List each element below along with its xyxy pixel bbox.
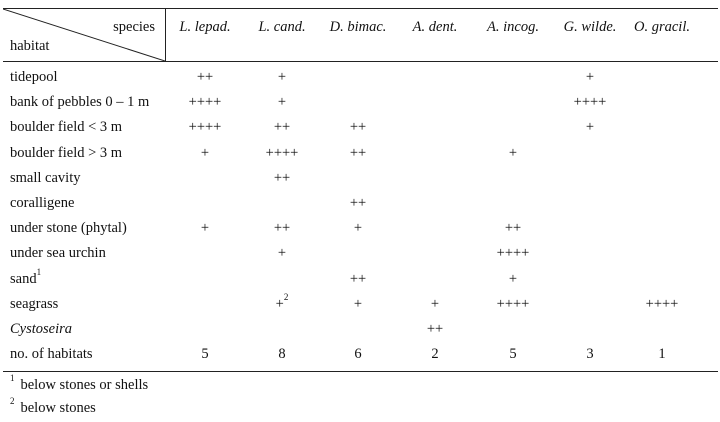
abundance-cell: ++ bbox=[196, 69, 214, 85]
abundance-cell: + bbox=[585, 69, 595, 85]
abundance-cell: + bbox=[353, 295, 363, 312]
abundance-cell: ++++ bbox=[573, 94, 607, 111]
abundance-cell: ++++ bbox=[496, 295, 530, 312]
abundance-cell: ++ bbox=[273, 119, 291, 136]
footnote bbox=[10, 396, 96, 417]
abundance-cell: 6 bbox=[354, 346, 362, 363]
abundance-cell: 5 bbox=[509, 346, 517, 363]
table-row bbox=[0, 291, 720, 320]
abundance-cell: 3 bbox=[586, 346, 594, 363]
habitat-label: bank of pebbles 0 – 1 m bbox=[10, 94, 150, 111]
abundance-cell: ++ bbox=[273, 169, 291, 186]
table-row bbox=[0, 119, 720, 143]
footnote-text: below stones bbox=[20, 400, 96, 416]
footnote-mark: 2 bbox=[10, 396, 15, 407]
table-row bbox=[0, 266, 720, 295]
habitat-label: under sea urchin bbox=[10, 245, 106, 262]
abundance-cell: + bbox=[353, 220, 363, 237]
header-vertical-rule bbox=[165, 9, 166, 61]
abundance-cell: ++ bbox=[504, 220, 522, 237]
abundance-cell: 2 bbox=[431, 346, 439, 363]
column-header: A. dent. bbox=[412, 19, 458, 35]
habitat-label: boulder field > 3 m bbox=[10, 144, 123, 161]
habitat-label: sand$^1$ bbox=[10, 266, 42, 287]
table-row bbox=[0, 145, 720, 169]
abundance-cell: + bbox=[430, 295, 440, 312]
column-header: L. lepad. bbox=[179, 19, 231, 35]
habitat-label: boulder field < 3 m bbox=[10, 119, 123, 136]
habitat-label: seagrass bbox=[10, 295, 59, 312]
abundance-cell: 8 bbox=[278, 346, 286, 363]
corner-diagonal-line bbox=[3, 9, 165, 61]
abundance-cell: ++ bbox=[349, 119, 367, 136]
species-axis-label: species bbox=[113, 19, 155, 35]
habitat-label: tidepool bbox=[10, 69, 58, 85]
table-row bbox=[0, 245, 720, 269]
table-row bbox=[0, 220, 720, 244]
abundance-cell: + bbox=[277, 94, 287, 111]
footnote-marker: 2 bbox=[283, 291, 289, 302]
footnote bbox=[10, 373, 149, 394]
abundance-cell: + bbox=[585, 119, 595, 136]
table-row bbox=[0, 69, 720, 93]
abundance-cell: ++++ bbox=[496, 245, 530, 262]
habitat-label: no. of habitats bbox=[10, 346, 93, 363]
abundance-cell: 1 bbox=[658, 346, 666, 363]
footnote-marker: 1 bbox=[36, 266, 42, 277]
habitat-axis-label: habitat bbox=[10, 38, 50, 54]
abundance-cell: 5 bbox=[201, 346, 209, 363]
table-header-rule bbox=[3, 61, 718, 62]
abundance-cell: ++ bbox=[426, 321, 444, 337]
abundance-cell: +$^2$ bbox=[275, 291, 289, 312]
column-header: A. incog. bbox=[487, 19, 539, 35]
abundance-cell: ++ bbox=[349, 270, 367, 287]
column-header: D. bimac. bbox=[329, 19, 387, 35]
abundance-cell: + bbox=[277, 245, 287, 262]
abundance-cell: + bbox=[508, 270, 518, 287]
abundance-cell: ++ bbox=[273, 220, 291, 237]
abundance-cell: + bbox=[277, 69, 287, 85]
abundance-cell: ++++ bbox=[188, 119, 222, 136]
abundance-cell: ++++ bbox=[265, 144, 299, 161]
habitat-label: coralligene bbox=[10, 195, 75, 211]
abundance-cell: + bbox=[508, 144, 518, 161]
abundance-cell: ++ bbox=[349, 144, 367, 161]
footnote-mark: 1 bbox=[10, 373, 15, 384]
table-row bbox=[0, 195, 720, 219]
habitat-label: Cystoseira bbox=[10, 321, 73, 337]
table-bottom-rule bbox=[3, 371, 718, 372]
table-row bbox=[0, 94, 720, 118]
habitat-label: small cavity bbox=[10, 169, 81, 186]
column-header: G. wilde. bbox=[563, 19, 617, 35]
habitat-label: under stone (phytal) bbox=[10, 220, 127, 237]
column-header: O. gracil. bbox=[634, 19, 690, 35]
abundance-cell: ++ bbox=[349, 195, 367, 211]
abundance-cell: ++++ bbox=[188, 94, 222, 111]
table-row bbox=[0, 321, 720, 345]
table-row bbox=[0, 346, 720, 370]
abundance-cell: + bbox=[200, 144, 210, 161]
column-header: L. cand. bbox=[258, 19, 306, 35]
abundance-cell: ++++ bbox=[645, 295, 679, 312]
abundance-cell: + bbox=[200, 220, 210, 237]
table-row bbox=[0, 170, 720, 194]
footnote-text: below stones or shells bbox=[20, 377, 149, 393]
